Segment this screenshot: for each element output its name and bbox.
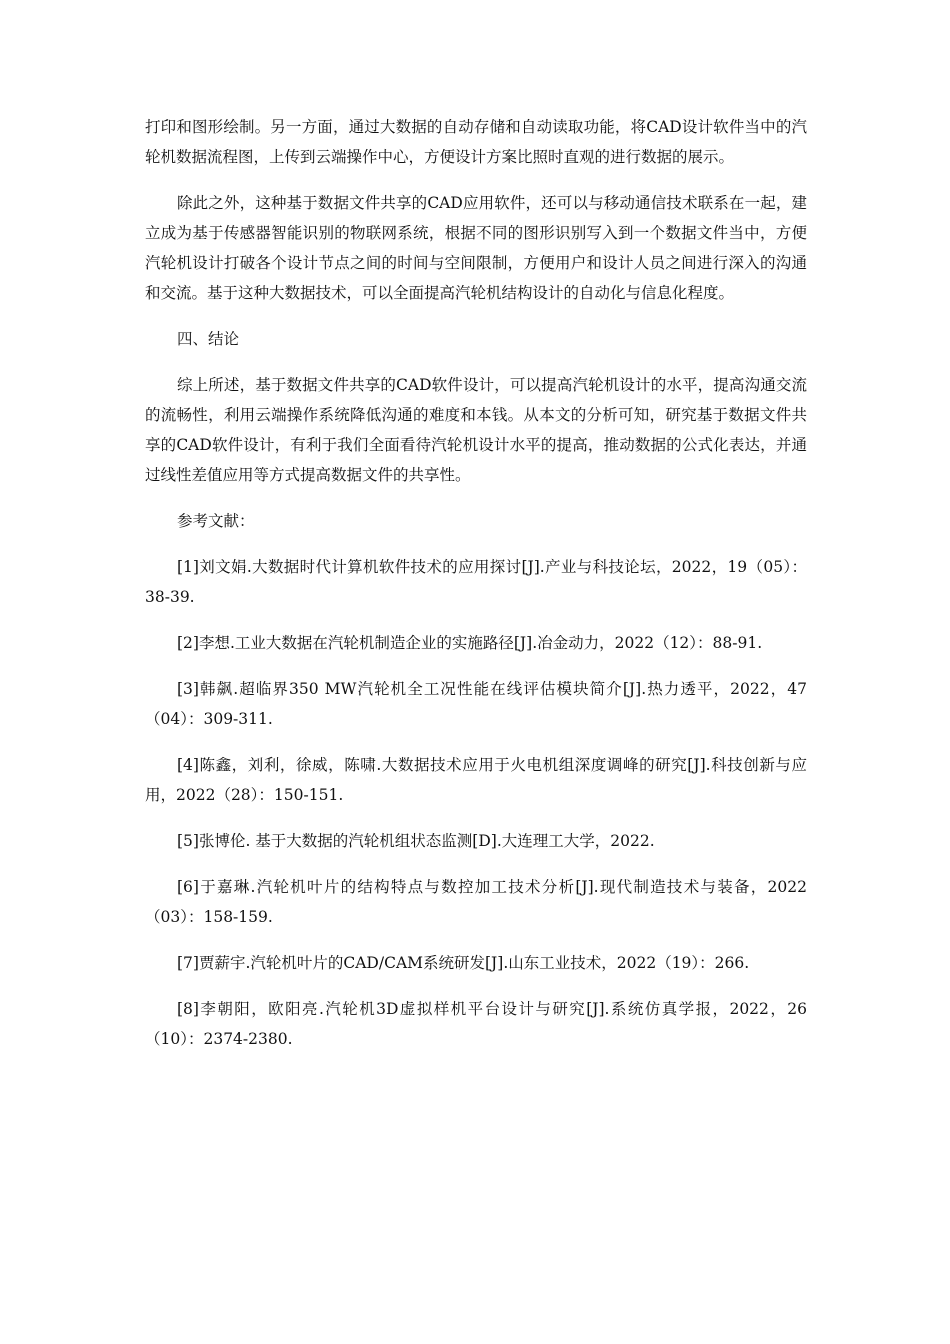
section-heading: 四、结论 <box>177 330 240 348</box>
reference-item: [8]李朝阳，欧阳亮.汽轮机3D虚拟样机平台设计与研究[J].系统仿真学报，2022，26（10）：2374-2380. <box>145 1000 807 1048</box>
reference-item: [2]李想.工业大数据在汽轮机制造企业的实施路径[J].冶金动力，2022（12）：88-91. <box>177 634 763 652</box>
reference-item: [1]刘文娟.大数据时代计算机软件技术的应用探讨[J].产业与科技论坛，2022，19（05）：38-39. <box>145 558 807 606</box>
reference-list <box>145 552 807 1054</box>
document-page <box>145 112 807 1070</box>
reference-item: [4]陈鑫，刘利，徐威，陈啸.大数据技术应用于火电机组深度调峰的研究[J].科技创新与应用，2022（28）：150-151. <box>145 756 807 804</box>
conclusion-paragraph: 综上所述，基于数据文件共享的CAD软件设计，可以提高汽轮机设计的水平，提高沟通交流的流畅性，利用云端操作系统降低沟通的难度和本钱。从本文的分析可知，研究基于数据文件共享的CAD软件设计，有利于我们全面看待汽轮机设计水平的提高，推动数据的公式化表达，并通过线性差值应用等方式提高数据文件的共享性。 <box>145 376 807 484</box>
paragraph-body: 除此之外，这种基于数据文件共享的CAD应用软件，还可以与移动通信技术联系在一起，建立成为基于传感器智能识别的物联网系统，根据不同的图形识别写入到一个数据文件当中，方便汽轮机设计打破各个设计节点之间的时间与空间限制，方便用户和设计人员之间进行深入的沟通和交流。基于这种大数据技术，可以全面提高汽轮机结构设计的自动化与信息化程度。 <box>145 194 807 302</box>
reference-item: [7]贾薪宇.汽轮机叶片的CAD/CAM系统研发[J].山东工业技术，2022（19）：266. <box>177 954 750 972</box>
reference-item: [6]于嘉琳.汽轮机叶片的结构特点与数控加工技术分析[J].现代制造技术与装备，2022（03）：158-159. <box>145 878 807 926</box>
reference-item: [3]韩飙.超临界350 MW汽轮机全工况性能在线评估模块简介[J].热力透平，2022，47（04）：309-311. <box>145 680 807 728</box>
paragraph-continuation: 打印和图形绘制。另一方面，通过大数据的自动存储和自动读取功能，将CAD设计软件当中的汽轮机数据流程图，上传到云端操作中心，方便设计方案比照时直观的进行数据的展示。 <box>145 118 807 166</box>
reference-item: [5]张博伦. 基于大数据的汽轮机组状态监测[D].大连理工大学，2022. <box>177 832 655 850</box>
references-title: 参考文献： <box>177 512 255 530</box>
